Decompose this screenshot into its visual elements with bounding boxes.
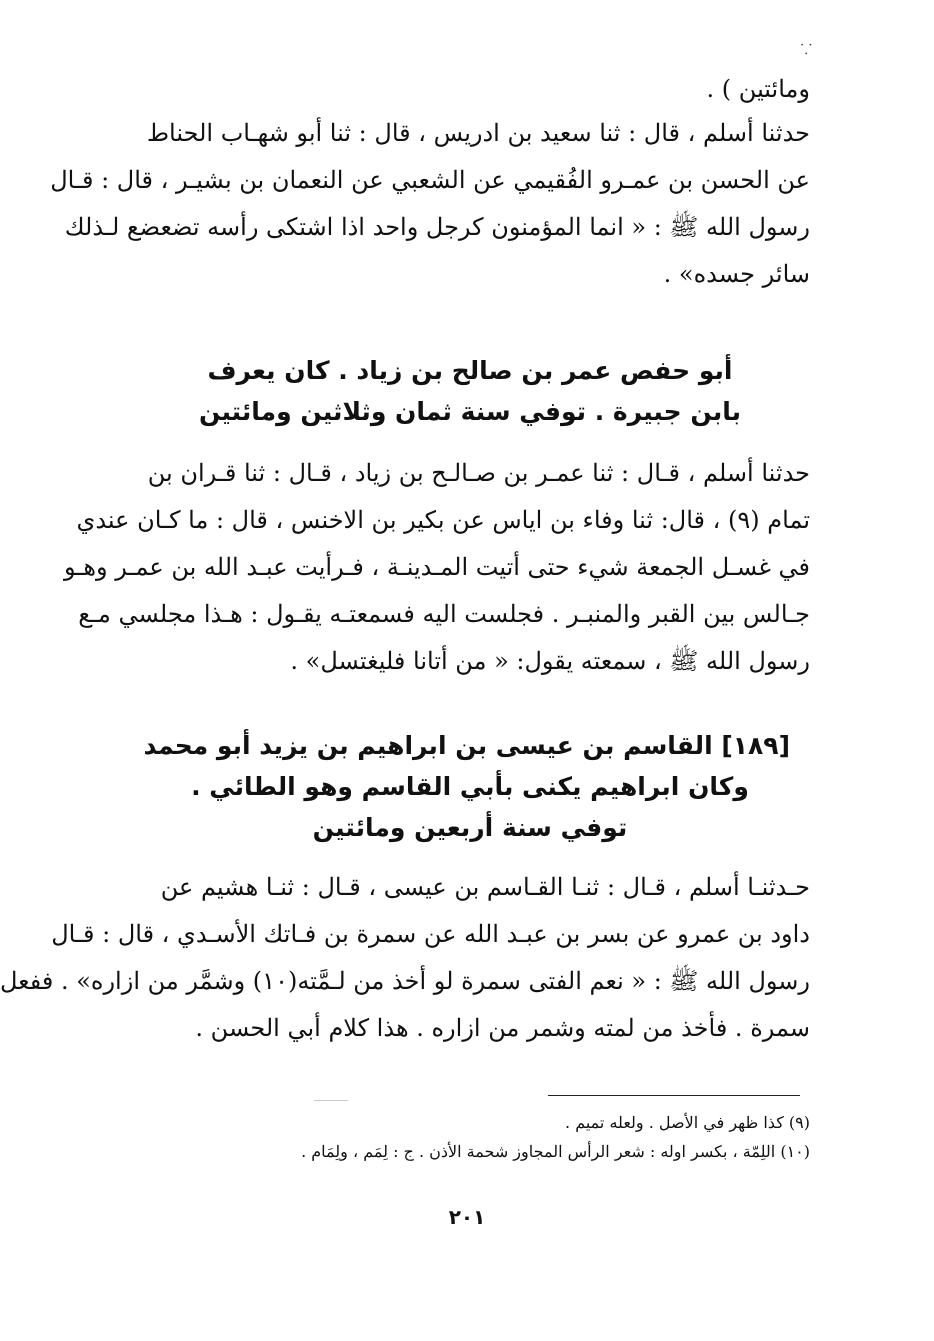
text-line: عن الحسن بن عمـرو الفُقيمي عن الشعبي عن النعمان بن بشيـر ، قال : قـال	[50, 166, 810, 194]
heading-line: توفي سنة أربعين ومائتين	[312, 813, 628, 842]
footnote-9: (٩) كذا ظهر في الأصل . ولعله تميم .	[565, 1113, 810, 1132]
top-ornament-mark: ⸪	[800, 42, 812, 58]
paragraph-hadith-2	[63, 450, 810, 685]
text-line: حـدثنـا أسلم ، قـال : ثنـا القـاسم بن عيسى ، قـال : ثنـا هشيم عن	[160, 873, 810, 901]
heading-line: أبو حفص عمر بن صالح بن زياد . كان يعرف	[207, 356, 733, 385]
text-line: سائر جسده» .	[663, 260, 810, 288]
paragraph-continuation	[120, 66, 810, 113]
faint-divider	[314, 1100, 348, 1101]
footnote-10: (١٠) اللِمّة ، بكسر اوله : شعر الرأس المجاوز شحمة الأذن . ج : لِمَم ، ولِمَام .	[301, 1142, 810, 1161]
text-line: داود بن عمرو عن بسر بن عبـد الله عن سمرة بن فـاتك الأسـدي ، قال : قـال	[51, 920, 810, 948]
text-line: رسول الله ﷺ : « انما المؤمنون كرجل واحد اذا اشتكى رأسه تضعضع لـذلك	[64, 213, 810, 241]
text-line: حدثنا أسلم ، قـال : ثنا عمـر بن صـالـح بن زياد ، قـال : ثنا قـران بن	[147, 459, 810, 487]
footnote-separator-rule	[548, 1095, 800, 1096]
section-heading-entry-189	[143, 725, 790, 848]
page-number: ٢٠١	[448, 1205, 486, 1229]
paragraph-hadith-3	[0, 864, 810, 1052]
text-line: سمرة . فأخذ من لمته وشمر من ازاره . هذا كلام أبي الحسن .	[195, 1014, 810, 1042]
footnotes	[120, 1108, 810, 1166]
text-line: في غسـل الجمعة شيء حتى أتيت المـدينـة ، فـرأيت عبـد الله بن عمـر وهـو	[63, 553, 810, 581]
text-line: رسول الله ﷺ ، سمعته يقول: « من أتانا فليغتسل» .	[290, 647, 810, 675]
text-line: ومائتين ) .	[706, 75, 810, 103]
text-line: حدثنا أسلم ، قال : ثنا سعيد بن ادريس ، قال : ثنا أبو شهـاب الحناط	[146, 119, 810, 147]
text-line: تمام (٩) ، قال: ثنا وفاء بن اياس عن بكير بن الاخنس ، قال : ما كـان عندي	[76, 506, 810, 534]
paragraph-hadith-1	[50, 110, 810, 298]
heading-line: بابن جبيرة . توفي سنة ثمان وثلاثين ومائتين	[198, 397, 742, 426]
section-heading-abu-hafs	[150, 350, 790, 432]
heading-line: [١٨٩] القاسم بن عيسى بن ابراهيم بن يزيد أبو محمد	[143, 731, 790, 760]
heading-line: وكان ابراهيم يكنى بأبي القاسم وهو الطائي .	[191, 772, 749, 801]
text-line: جـالس بين القبر والمنبـر . فجلست اليه فسمعتـه يقـول : هـذا مجلسي مـع	[78, 600, 810, 628]
text-line: رسول الله ﷺ : « نعم الفتى سمرة لو أخذ من لـمَّته(١٠) وشمَّر من ازاره» . ففعل	[0, 967, 810, 995]
